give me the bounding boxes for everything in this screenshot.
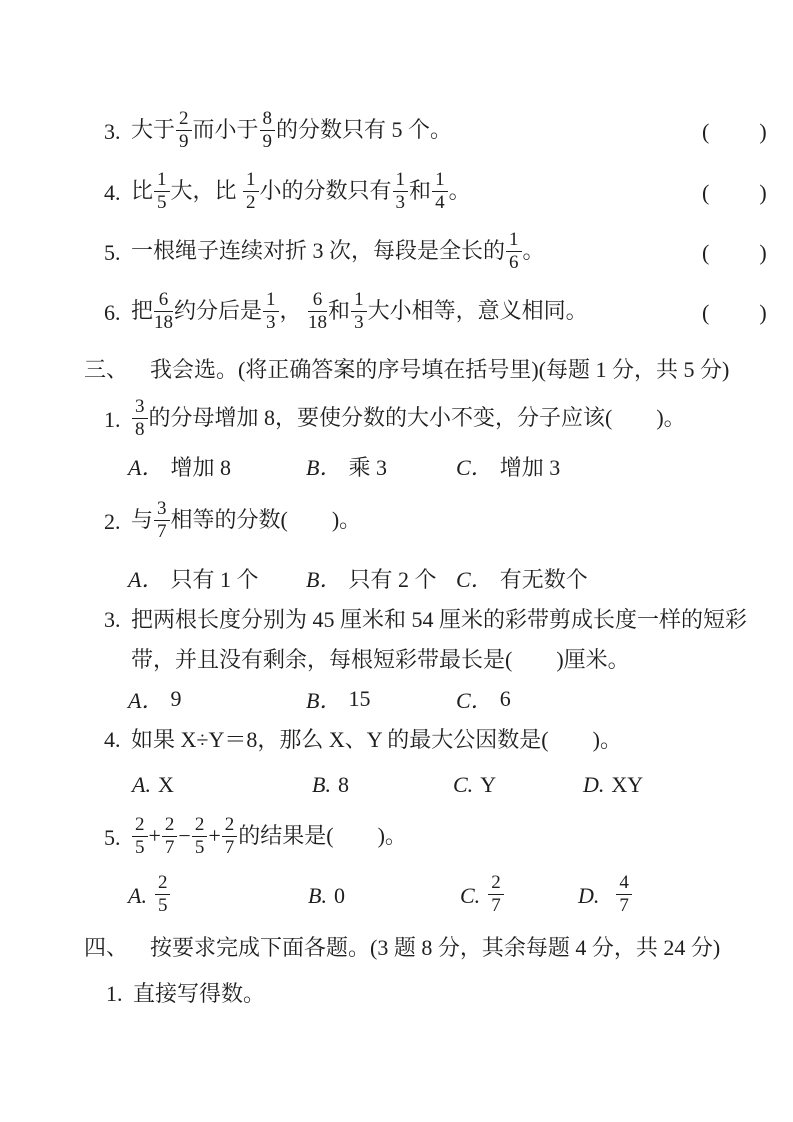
option-b bbox=[312, 772, 349, 798]
section-4-item-1 bbox=[106, 981, 793, 1007]
option-label: D. bbox=[583, 772, 605, 797]
option-label: D. bbox=[578, 883, 600, 908]
fraction bbox=[132, 815, 148, 857]
question-1-options bbox=[0, 453, 793, 479]
fraction-denominator: 5 bbox=[157, 191, 167, 213]
option-text: 乘 3 bbox=[348, 454, 387, 480]
option-text: 6 bbox=[499, 686, 511, 711]
option-text: Y bbox=[480, 772, 497, 797]
fraction-numerator: 2 bbox=[222, 815, 238, 836]
fraction-denominator: 5 bbox=[157, 894, 168, 916]
option-a bbox=[128, 686, 181, 712]
fraction-numerator: 6 bbox=[308, 290, 327, 311]
fraction bbox=[260, 109, 276, 151]
option-label: A． bbox=[128, 566, 164, 592]
option-label: B. bbox=[308, 883, 327, 908]
fraction-denominator: 18 bbox=[154, 311, 174, 333]
fraction bbox=[351, 290, 367, 332]
fraction bbox=[154, 290, 173, 332]
fraction bbox=[155, 873, 171, 915]
fraction-numerator: 2 bbox=[162, 815, 178, 836]
option-b bbox=[308, 870, 345, 922]
item-number: 6. bbox=[104, 300, 121, 325]
answer-bracket: ( ) bbox=[702, 119, 769, 144]
fraction bbox=[162, 815, 178, 857]
fraction-numerator: 6 bbox=[154, 290, 173, 311]
question-text: 如果 X÷Y＝8，那么 X、Y 的最大公因数是( )。 bbox=[131, 727, 622, 752]
answer-bracket: ( ) bbox=[702, 240, 769, 265]
option-label: C． bbox=[456, 687, 493, 713]
item-number: 1. bbox=[106, 981, 123, 1006]
fraction-numerator: 2 bbox=[192, 815, 208, 836]
question-text: $\frac{3}{8}$ 的分母增加 8，要使分数的大小不变，分子应该( )。 bbox=[131, 397, 686, 443]
fraction-numerator: 3 bbox=[132, 397, 148, 418]
option-text: 增加 3 bbox=[499, 454, 561, 480]
fraction-numerator: 1 bbox=[393, 170, 409, 191]
option-text bbox=[615, 873, 633, 919]
question-number: 3. bbox=[104, 607, 121, 632]
item-text: 一根绳子连续对折 3 次，每段是全长的 $\frac{1}{6}$ 。 bbox=[131, 229, 545, 273]
option-label: A． bbox=[128, 454, 164, 480]
option-label: A． bbox=[128, 687, 164, 713]
option-text: 只有 2 个 bbox=[348, 566, 437, 592]
choice-question-2 bbox=[104, 496, 793, 548]
answer-bracket: ( ) bbox=[702, 300, 769, 325]
question-number: 2. bbox=[104, 509, 121, 534]
fraction-denominator: 3 bbox=[395, 191, 406, 213]
option-label: C. bbox=[453, 772, 474, 797]
option-text: 0 bbox=[333, 883, 345, 908]
option-text bbox=[154, 873, 172, 919]
fraction-numerator: 2 bbox=[176, 109, 192, 130]
fraction bbox=[132, 397, 148, 439]
fraction-denominator: 5 bbox=[135, 836, 145, 858]
truefalse-item-5 bbox=[104, 227, 793, 279]
fraction bbox=[192, 815, 208, 857]
section-4-heading bbox=[84, 935, 793, 961]
option-text: 9 bbox=[170, 686, 182, 711]
fraction-denominator: 2 bbox=[246, 191, 256, 213]
option-a bbox=[128, 565, 258, 591]
item-text: 把 $\frac{6}{18}$ 约分后是 $\frac{1}{3}$ ， $\frac{6}{18}$ 和 $\frac{1}{3}$ 大小相等，意义相同。 bbox=[131, 289, 588, 333]
fraction-denominator: 7 bbox=[619, 894, 629, 916]
fraction-denominator: 6 bbox=[509, 251, 519, 273]
choice-question-5 bbox=[104, 812, 793, 864]
fraction-denominator: 3 bbox=[266, 311, 276, 333]
fraction bbox=[308, 290, 327, 332]
question-text: 把两根长度分别为 45 厘米和 54 厘米的彩带剪成长度一样的短彩 带，并且没有剩余，每根短彩带最长是( )厘米。 bbox=[131, 607, 748, 672]
fraction-numerator: 1 bbox=[351, 290, 367, 311]
question-number: 4. bbox=[104, 727, 121, 752]
fraction-denominator: 9 bbox=[262, 130, 273, 152]
truefalse-item-4 bbox=[104, 167, 793, 219]
section-4-heading-text: 四、 按要求完成下面各题。(3 题 8 分，其余每题 4 分，共 24 分) bbox=[84, 935, 721, 960]
question-3-options bbox=[0, 686, 793, 712]
option-text: 只有 1 个 bbox=[170, 566, 259, 592]
fraction bbox=[432, 170, 448, 212]
fraction-denominator: 18 bbox=[308, 311, 328, 333]
fraction-numerator: 2 bbox=[132, 815, 148, 836]
option-label: C. bbox=[460, 883, 481, 908]
fraction-denominator: 7 bbox=[491, 894, 501, 916]
truefalse-item-6 bbox=[104, 287, 793, 339]
fraction-numerator: 4 bbox=[616, 873, 632, 894]
truefalse-item-3 bbox=[104, 106, 793, 158]
option-label: C． bbox=[456, 566, 493, 592]
question-text: $\frac{2}{5}$ + $\frac{2}{7}$ − $\frac{2}{5}$ + $\frac{2}{7}$ 的结果是( )。 bbox=[131, 815, 407, 861]
fraction-denominator: 7 bbox=[164, 836, 175, 858]
fraction-denominator: 9 bbox=[179, 130, 189, 152]
section-3-heading-text: 三、 我会选。(将正确答案的序号填在括号里)(每题 1 分，共 5 分) bbox=[84, 357, 730, 382]
choice-question-4 bbox=[104, 727, 793, 753]
question-text: 与 $\frac{3}{7}$ 相等的分数( )。 bbox=[131, 498, 362, 542]
fraction bbox=[506, 230, 522, 272]
fraction-denominator: 4 bbox=[435, 191, 445, 213]
option-text bbox=[487, 873, 505, 919]
item-number: 5. bbox=[104, 240, 121, 265]
option-c bbox=[456, 453, 560, 479]
fraction-numerator: 2 bbox=[488, 873, 504, 894]
fraction bbox=[263, 290, 279, 332]
fraction bbox=[222, 815, 238, 857]
option-text: 15 bbox=[348, 686, 371, 711]
question-2-options bbox=[0, 565, 793, 591]
option-b bbox=[306, 565, 436, 591]
option-c bbox=[456, 686, 511, 712]
fraction bbox=[243, 170, 259, 212]
item-text: 比 $\frac{1}{5}$ 大，比 $\frac{1}{2}$ 小的分数只有 $\frac{1}{3}$ 和 $\frac{1}{4}$ 。 bbox=[131, 169, 471, 213]
option-text: X bbox=[157, 772, 174, 797]
fraction bbox=[488, 873, 504, 915]
item-number: 4. bbox=[104, 180, 121, 205]
item-number: 3. bbox=[104, 119, 121, 144]
question-number: 5. bbox=[104, 825, 121, 850]
option-text: 增加 8 bbox=[170, 454, 231, 480]
option-label: B． bbox=[306, 566, 342, 592]
fraction-denominator: 3 bbox=[354, 311, 364, 333]
option-a bbox=[132, 772, 174, 798]
question-number: 1. bbox=[104, 407, 121, 432]
option-a bbox=[128, 453, 231, 479]
option-text: XY bbox=[611, 772, 644, 797]
fraction bbox=[154, 170, 170, 212]
option-c bbox=[453, 772, 496, 798]
fraction-numerator: 3 bbox=[154, 499, 170, 520]
fraction bbox=[616, 873, 632, 915]
fraction-numerator: 2 bbox=[155, 873, 171, 894]
question-5-options bbox=[0, 870, 793, 922]
fraction-denominator: 7 bbox=[224, 836, 235, 858]
fraction-numerator: 1 bbox=[263, 290, 279, 311]
fraction-numerator: 1 bbox=[154, 170, 170, 191]
fraction-numerator: 8 bbox=[260, 109, 276, 130]
fraction-numerator: 1 bbox=[243, 170, 259, 191]
fraction-denominator: 8 bbox=[135, 418, 145, 440]
fraction bbox=[393, 170, 409, 212]
fraction-numerator: 1 bbox=[432, 170, 448, 191]
fraction bbox=[176, 109, 192, 151]
option-label: B． bbox=[306, 454, 342, 480]
question-4-options bbox=[0, 772, 793, 798]
option-label: C． bbox=[456, 454, 493, 480]
option-c bbox=[456, 565, 588, 591]
option-b bbox=[306, 453, 387, 479]
option-label: A. bbox=[132, 772, 151, 797]
choice-question-3 bbox=[104, 600, 793, 680]
option-a bbox=[128, 870, 171, 922]
fraction-denominator: 5 bbox=[194, 836, 205, 858]
section-3-heading bbox=[84, 357, 793, 383]
choice-question-1 bbox=[104, 394, 793, 446]
option-label: B. bbox=[312, 772, 331, 797]
fraction-numerator: 1 bbox=[506, 230, 522, 251]
option-text: 有无数个 bbox=[499, 566, 588, 592]
option-d bbox=[578, 870, 633, 922]
option-text: 8 bbox=[337, 772, 349, 797]
option-c bbox=[460, 870, 505, 922]
item-text: 直接写得数。 bbox=[133, 981, 266, 1006]
item-text: 大于 $\frac{2}{9}$ 而小于 $\frac{8}{9}$ 的分数只有 5 个。 bbox=[131, 108, 453, 152]
option-d bbox=[583, 772, 643, 798]
option-b bbox=[306, 686, 370, 712]
option-label: B． bbox=[306, 687, 342, 713]
answer-bracket: ( ) bbox=[702, 180, 769, 205]
fraction-denominator: 7 bbox=[157, 520, 167, 542]
option-label: A. bbox=[128, 883, 147, 908]
fraction bbox=[154, 499, 170, 541]
